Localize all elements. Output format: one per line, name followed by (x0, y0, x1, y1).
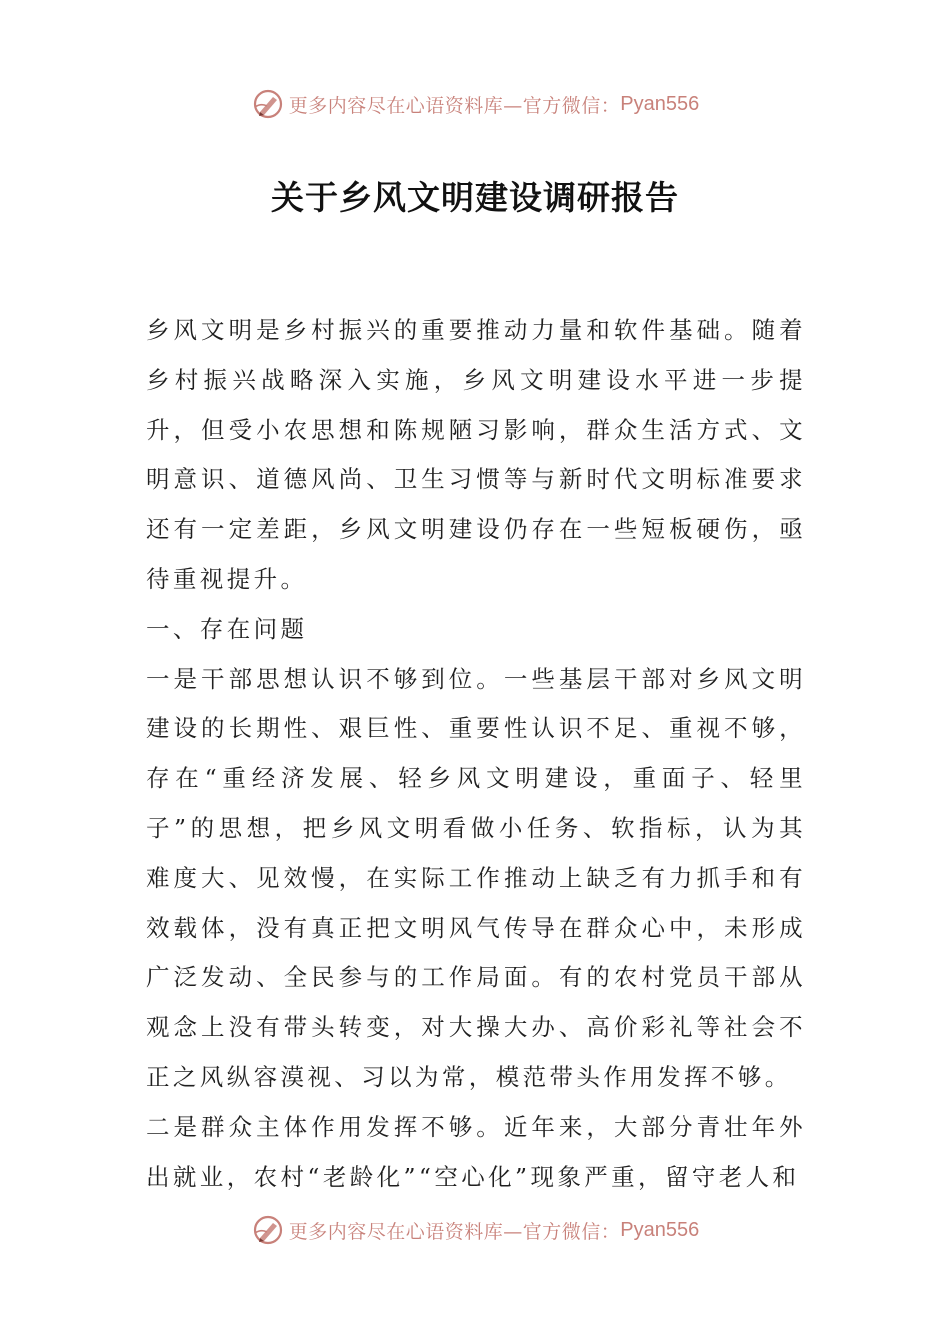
document-title: 关于乡风文明建设调研报告 (271, 178, 679, 217)
section-heading: 一、存在问题 (146, 614, 308, 643)
watermark-text: 更多内容尽在心语资料库—官方微信： (288, 94, 621, 117)
paragraph-intro: 乡风文明是乡村振兴的重要推动力量和软件基础。随着乡村振兴战略深入实施，乡风文明建设水平进一步提升，但受小农思想和陈规陋习影响，群众生活方式、文明意识、道德风尚、卫生习惯等与新时代文明标准要求还有一定差距，乡风文明建设仍存在一些短板硬伤，亟待重视提升。 (146, 316, 806, 593)
document-body (146, 306, 806, 1202)
pen-circle-logo-icon (251, 1213, 285, 1247)
footer-watermark (0, 1210, 950, 1250)
watermark-wechat-id: Pyan556 (620, 92, 700, 115)
header-watermark (0, 84, 950, 124)
watermark-text: 更多内容尽在心语资料库—官方微信： (288, 1220, 621, 1243)
paragraph-public-role: 二是群众主体作用发挥不够。近年来，大部分青壮年外出就业，农村“老龄化”“空心化”现象严重，留守老人和 (146, 1112, 806, 1191)
pen-circle-logo-icon (251, 87, 285, 121)
watermark-wechat-id: Pyan556 (620, 1218, 700, 1241)
paragraph-cadre-awareness: 一是干部思想认识不够到位。一些基层干部对乡风文明建设的长期性、艰巨性、重要性认识不足、重视不够，存在“重经济发展、轻乡风文明建设，重面子、轻里子”的思想，把乡风文明看做小任务、软指标，认为其难度大、见效慢，在实际工作推动上缺乏有力抓手和有效载体，没有真正把文明风气传导在群众心中，未形成广泛发动、全民参与的工作局面。有的农村党员干部从观念上没有带头转变，对大操大办、高价彩礼等社会不正之风纵容漠视、习以为常，模范带头作用发挥不够。 (146, 664, 806, 1091)
